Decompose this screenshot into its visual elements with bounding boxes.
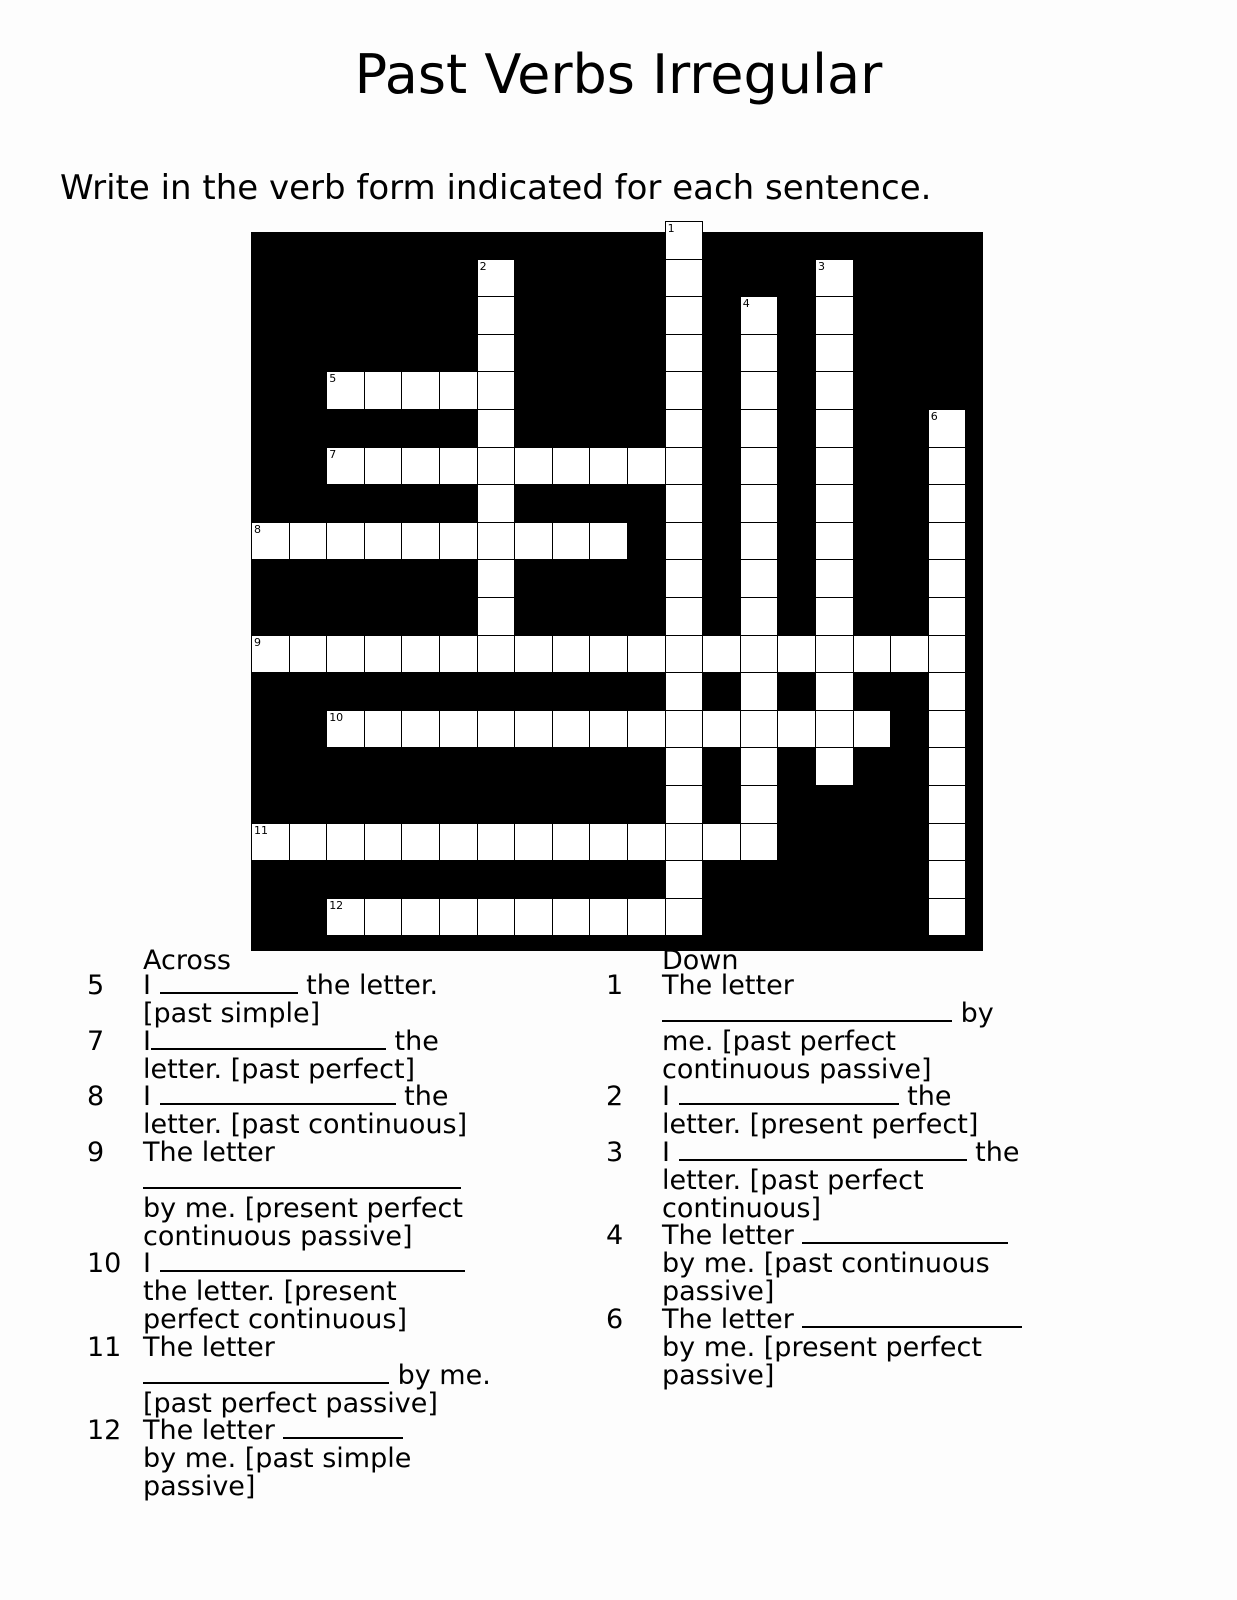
answer-blank[interactable] [802, 1241, 1008, 1244]
grid-cell[interactable] [702, 823, 741, 862]
across-heading: Across [143, 945, 232, 976]
grid-cell[interactable] [928, 409, 967, 448]
grid-cell[interactable] [364, 371, 403, 410]
clue-number: 9 [87, 1137, 105, 1168]
grid-cell[interactable] [439, 823, 478, 862]
grid-cell[interactable] [928, 747, 967, 786]
grid-cell[interactable] [815, 635, 854, 674]
crossword-grid [251, 221, 983, 951]
grid-cell[interactable] [477, 559, 516, 598]
clue-text: continuous passive] [143, 1220, 413, 1252]
grid-cell[interactable] [740, 559, 779, 598]
grid-cell[interactable] [552, 710, 591, 749]
grid-cell[interactable] [627, 447, 666, 486]
grid-cell[interactable] [665, 823, 704, 862]
clue-line [662, 997, 994, 1029]
answer-blank[interactable] [151, 1047, 386, 1050]
grid-cell[interactable] [627, 710, 666, 749]
clue-line [662, 1108, 979, 1140]
grid-cell[interactable] [740, 296, 779, 335]
grid-cell[interactable] [815, 259, 854, 298]
grid-cell[interactable] [740, 371, 779, 410]
grid-cell[interactable] [740, 334, 779, 373]
grid-cell[interactable] [326, 371, 365, 410]
grid-cell[interactable] [665, 447, 704, 486]
grid-cell[interactable] [477, 823, 516, 862]
grid-cell[interactable] [251, 635, 290, 674]
grid-cell[interactable] [552, 522, 591, 561]
grid-cell[interactable] [552, 635, 591, 674]
grid-cell[interactable] [477, 597, 516, 636]
grid-cell[interactable] [665, 409, 704, 448]
clue-line [143, 1167, 463, 1195]
clue-text: the [395, 1081, 449, 1112]
clue-text: continuous passive] [662, 1053, 932, 1085]
clue-line [662, 1331, 1022, 1363]
answer-blank[interactable] [283, 1436, 403, 1439]
page-title: Past Verbs Irregular [354, 43, 883, 106]
grid-cell[interactable] [740, 710, 779, 749]
grid-cell[interactable] [815, 522, 854, 561]
grid-cell[interactable] [477, 447, 516, 486]
grid-cell[interactable] [289, 823, 328, 862]
clue-text: by me. [past continuous [662, 1247, 990, 1279]
clue-line [662, 1247, 1008, 1279]
grid-cell[interactable] [401, 898, 440, 937]
clue-line [662, 972, 994, 1000]
grid-cell[interactable] [665, 334, 704, 373]
grid-cell[interactable] [665, 785, 704, 824]
clue-line [662, 1192, 1019, 1224]
grid-cell[interactable] [928, 860, 967, 899]
grid-cell[interactable] [401, 522, 440, 561]
clue-text: [past perfect passive] [143, 1387, 438, 1419]
grid-cell[interactable] [702, 710, 741, 749]
clue-line [662, 1359, 1022, 1391]
clue-line [143, 1028, 439, 1056]
grid-cell[interactable] [289, 635, 328, 674]
grid-cell[interactable] [627, 898, 666, 937]
grid-cell[interactable] [477, 409, 516, 448]
grid-cell[interactable] [665, 522, 704, 561]
grid-cell[interactable] [815, 447, 854, 486]
clue-line [143, 1053, 439, 1085]
cell-number: 8 [254, 522, 261, 536]
clue-text: I [143, 1248, 160, 1279]
grid-cell[interactable] [627, 823, 666, 862]
grid-cell[interactable] [815, 597, 854, 636]
clue-number: 5 [87, 970, 105, 1001]
answer-blank[interactable] [679, 1102, 899, 1105]
grid-cell[interactable] [589, 522, 628, 561]
grid-cell[interactable] [477, 710, 516, 749]
answer-blank[interactable] [160, 1102, 396, 1105]
grid-cell[interactable] [740, 522, 779, 561]
clue-line [143, 1250, 465, 1278]
grid-cell[interactable] [477, 522, 516, 561]
grid-cell[interactable] [401, 635, 440, 674]
clue-number: 11 [87, 1332, 122, 1363]
clue-text: letter. [present perfect] [662, 1108, 979, 1140]
grid-cell[interactable] [401, 710, 440, 749]
grid-cell[interactable] [477, 371, 516, 410]
grid-cell[interactable] [514, 710, 553, 749]
grid-cell[interactable] [853, 710, 892, 749]
clue-text: the [898, 1081, 952, 1112]
clue-line [662, 1306, 1022, 1334]
grid-cell[interactable] [740, 447, 779, 486]
grid-cell[interactable] [815, 672, 854, 711]
grid-cell[interactable] [928, 484, 967, 523]
grid-cell[interactable] [853, 635, 892, 674]
grid-cell[interactable] [439, 371, 478, 410]
grid-cell[interactable] [740, 597, 779, 636]
clue-text: letter. [past continuous] [143, 1108, 468, 1140]
grid-cell[interactable] [627, 635, 666, 674]
grid-cell[interactable] [589, 635, 628, 674]
cell-number: 11 [254, 823, 268, 837]
grid-cell[interactable] [702, 635, 741, 674]
clue-number: 10 [87, 1248, 122, 1279]
answer-blank[interactable] [160, 1269, 465, 1272]
cell-number: 1 [667, 222, 675, 235]
clue-text: by me. [present perfect [143, 1192, 463, 1224]
clue-line [143, 1275, 465, 1307]
clue-text: passive] [662, 1275, 775, 1307]
clue-line [143, 1083, 467, 1111]
grid-cell[interactable] [439, 898, 478, 937]
clue-line [143, 1417, 411, 1445]
grid-cell[interactable] [401, 447, 440, 486]
grid-cell[interactable] [928, 823, 967, 862]
clue-number: 3 [606, 1137, 624, 1168]
clue-text: The letter [662, 970, 794, 1001]
grid-cell[interactable] [928, 447, 967, 486]
clue-text: the [966, 1137, 1020, 1168]
grid-cell[interactable] [665, 672, 704, 711]
grid-cell[interactable] [815, 296, 854, 335]
grid-cell[interactable] [477, 898, 516, 937]
answer-blank[interactable] [160, 991, 298, 994]
grid-cell[interactable] [665, 484, 704, 523]
cell-number: 12 [329, 898, 344, 912]
grid-cell[interactable] [477, 296, 516, 335]
answer-blank[interactable] [662, 1019, 952, 1022]
clue-text: The letter [662, 1304, 803, 1335]
grid-cell[interactable] [928, 522, 967, 561]
grid-cell[interactable] [815, 409, 854, 448]
clue-line [143, 1387, 491, 1419]
clue-text: The letter [662, 1220, 803, 1251]
grid-cell[interactable] [326, 710, 365, 749]
answer-blank[interactable] [143, 1186, 461, 1189]
clue-text: letter. [past perfect [662, 1164, 924, 1196]
clue-number: 7 [87, 1026, 105, 1057]
grid-cell[interactable] [665, 635, 704, 674]
clue-number: 2 [606, 1081, 624, 1112]
clue-line [662, 1222, 1008, 1250]
grid-cell[interactable] [514, 635, 553, 674]
grid-cell[interactable] [665, 221, 704, 260]
cell-number: 2 [479, 259, 487, 273]
clue-text: The letter [143, 1415, 284, 1446]
clue-line [662, 1083, 978, 1111]
clue-line [143, 1442, 412, 1474]
grid-cell[interactable] [777, 635, 816, 674]
grid-cell[interactable] [326, 635, 365, 674]
clue-line [662, 1025, 994, 1057]
grid-cell[interactable] [740, 672, 779, 711]
grid-cell[interactable] [326, 522, 365, 561]
grid-cell[interactable] [665, 559, 704, 598]
grid-cell[interactable] [928, 898, 967, 937]
grid-cell[interactable] [740, 785, 779, 824]
clue-text: I [143, 1026, 151, 1057]
clue-number: 6 [606, 1304, 624, 1335]
grid-cell[interactable] [364, 522, 403, 561]
grid-cell[interactable] [928, 785, 967, 824]
instructions: Write in the verb form indicated for each sentence. [60, 168, 932, 208]
grid-cell[interactable] [364, 635, 403, 674]
grid-cell[interactable] [439, 447, 478, 486]
grid-cell[interactable] [815, 484, 854, 523]
grid-cell[interactable] [326, 898, 365, 937]
clue-number: 8 [87, 1081, 105, 1112]
clue-line [662, 1139, 1019, 1167]
grid-cell[interactable] [514, 898, 553, 937]
clue-text: The letter [143, 1332, 275, 1363]
grid-cell[interactable] [251, 522, 290, 561]
grid-cell[interactable] [815, 710, 854, 749]
cell-number: 9 [254, 635, 261, 649]
grid-cell[interactable] [364, 823, 403, 862]
clue-line [143, 1470, 411, 1502]
grid-cell[interactable] [364, 447, 403, 486]
grid-cell[interactable] [589, 823, 628, 862]
clue-text: I [662, 1137, 679, 1168]
grid-cell[interactable] [928, 710, 967, 749]
clue-text: I [143, 970, 160, 1001]
grid-cell[interactable] [928, 597, 967, 636]
cell-number: 4 [742, 297, 750, 311]
grid-cell[interactable] [552, 898, 591, 937]
cell-number: 7 [329, 447, 337, 461]
grid-cell[interactable] [289, 522, 328, 561]
grid-cell[interactable] [665, 710, 704, 749]
grid-cell[interactable] [251, 823, 290, 862]
grid-cell[interactable] [364, 898, 403, 937]
clue-number: 4 [606, 1220, 624, 1251]
grid-cell[interactable] [589, 710, 628, 749]
answer-blank[interactable] [143, 1381, 389, 1384]
cell-number: 3 [818, 259, 825, 273]
clue-line [143, 1359, 491, 1391]
grid-cell[interactable] [740, 635, 779, 674]
grid-cell[interactable] [589, 447, 628, 486]
grid-cell[interactable] [477, 259, 516, 298]
clue-line [662, 1275, 1008, 1307]
clue-line [662, 1053, 994, 1085]
grid-cell[interactable] [740, 409, 779, 448]
cell-number: 10 [329, 710, 344, 724]
grid-cell[interactable] [326, 823, 365, 862]
clue-number: 12 [87, 1415, 122, 1446]
clue-text: [past simple] [143, 997, 321, 1029]
grid-cell[interactable] [890, 635, 929, 674]
clue-text: passive] [662, 1359, 775, 1391]
clue-line [143, 972, 438, 1000]
clue-text: by [952, 997, 994, 1029]
grid-cell[interactable] [552, 823, 591, 862]
grid-cell[interactable] [740, 484, 779, 523]
clue-text: by me. [389, 1359, 491, 1391]
grid-cell[interactable] [815, 747, 854, 786]
grid-cell[interactable] [439, 710, 478, 749]
clue-line [143, 997, 438, 1029]
clue-line [143, 1220, 463, 1252]
grid-cell[interactable] [815, 559, 854, 598]
grid-cell[interactable] [665, 860, 704, 899]
clue-line [143, 1334, 491, 1362]
grid-cell[interactable] [401, 823, 440, 862]
grid-cell[interactable] [665, 597, 704, 636]
grid-cell[interactable] [777, 710, 816, 749]
grid-cell[interactable] [326, 447, 365, 486]
clue-text: the letter. [297, 970, 439, 1001]
grid-cell[interactable] [815, 334, 854, 373]
grid-cell[interactable] [552, 447, 591, 486]
grid-cell[interactable] [740, 747, 779, 786]
grid-cell[interactable] [928, 672, 967, 711]
clue-text: continuous] [662, 1192, 822, 1224]
down-heading: Down [662, 945, 739, 976]
clue-line [143, 1139, 463, 1167]
clue-text: perfect continuous] [143, 1303, 408, 1335]
clue-text: I [143, 1081, 160, 1112]
clue-text: I [662, 1081, 679, 1112]
clue-text: me. [past perfect [662, 1025, 896, 1057]
grid-cell[interactable] [439, 522, 478, 561]
grid-cell[interactable] [477, 484, 516, 523]
grid-cell[interactable] [477, 635, 516, 674]
clue-text: The letter [143, 1137, 275, 1168]
grid-cell[interactable] [740, 823, 779, 862]
clue-text: the letter. [present [143, 1275, 397, 1307]
grid-cell[interactable] [665, 371, 704, 410]
clue-line [662, 1164, 1019, 1196]
clue-text: letter. [past perfect] [143, 1053, 416, 1085]
clue-text: by me. [present perfect [662, 1331, 982, 1363]
grid-cell[interactable] [364, 710, 403, 749]
grid-cell[interactable] [665, 259, 704, 298]
clue-text: by me. [past simple [143, 1442, 412, 1474]
grid-cell[interactable] [928, 559, 967, 598]
answer-blank[interactable] [679, 1158, 967, 1161]
grid-cell[interactable] [928, 635, 967, 674]
clue-line [143, 1108, 468, 1140]
grid-cell[interactable] [514, 823, 553, 862]
grid-cell[interactable] [477, 334, 516, 373]
grid-cell[interactable] [514, 447, 553, 486]
clue-text: passive] [143, 1470, 256, 1502]
clue-line [143, 1192, 463, 1224]
answer-blank[interactable] [802, 1325, 1022, 1328]
grid-cell[interactable] [401, 371, 440, 410]
grid-cell[interactable] [815, 371, 854, 410]
clue-text: the [385, 1026, 439, 1057]
grid-cell[interactable] [439, 635, 478, 674]
clue-line [143, 1303, 465, 1335]
grid-cell[interactable] [665, 296, 704, 335]
grid-cell[interactable] [589, 898, 628, 937]
grid-cell[interactable] [514, 522, 553, 561]
cell-number: 6 [930, 410, 938, 423]
grid-cell[interactable] [665, 898, 704, 937]
clue-number: 1 [606, 970, 624, 1001]
grid-cell[interactable] [665, 747, 704, 786]
cell-number: 5 [329, 372, 337, 386]
